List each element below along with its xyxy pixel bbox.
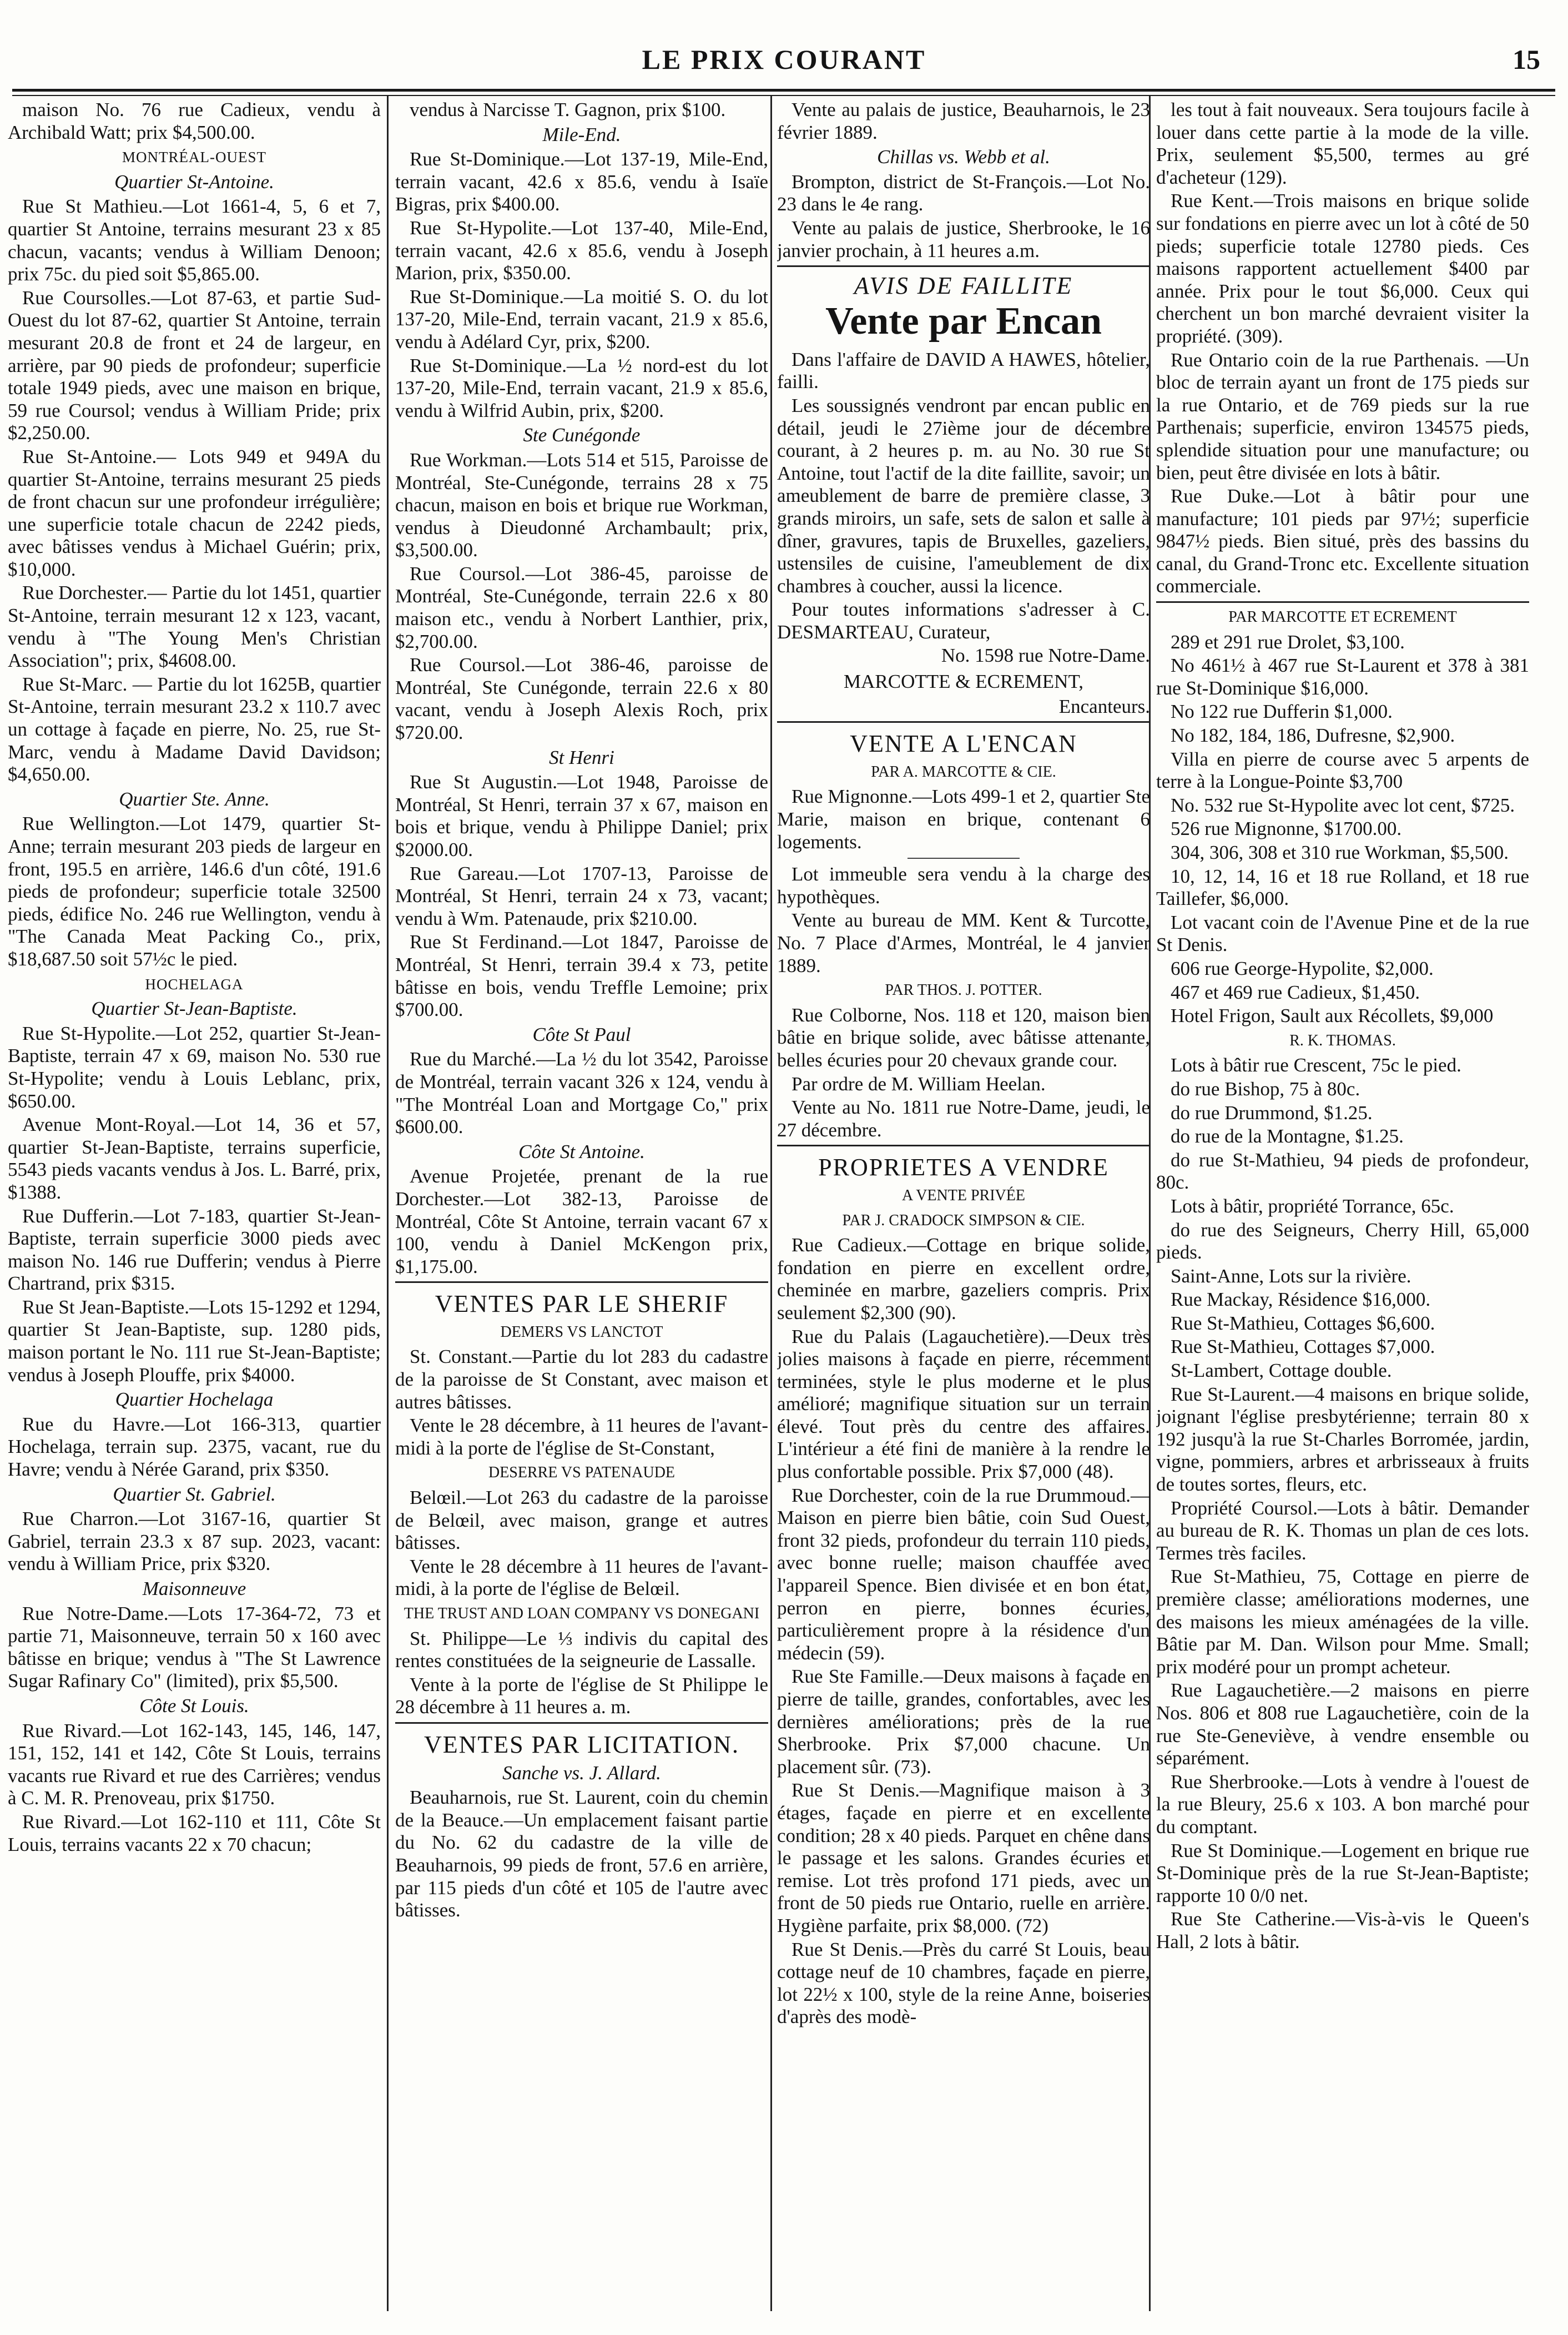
paragraph: St-Lambert, Cottage double. xyxy=(1171,1360,1392,1382)
column-4 xyxy=(1156,99,1529,2314)
paragraph: St. Philippe—Le ⅓ indivis du capital des rentes constituées de la seigneurie de Lassalle. xyxy=(395,1627,768,1672)
section-title: VENTES PAR LE SHERIF xyxy=(435,1290,729,1318)
district-heading: Côte St Antoine. xyxy=(518,1140,645,1163)
paragraph: Rue Gareau.—Lot 1707-13, Paroisse de Montréal, St Henri, terrain 24 x 73, vacant; vendu à Wm. Patenaude, prix $210.00. xyxy=(395,862,768,929)
paragraph: Vente le 28 décembre, à 11 heures de l'avant-midi à la porte de l'église de St-Constant, xyxy=(395,1415,768,1459)
paragraph: Dans l'affaire de DAVID A HAWES, hôtelier, failli. xyxy=(777,348,1150,393)
paragraph: Rue du Palais (Lagauchetière).—Deux très jolies maisons à façade en pierre, récemment terminées, style le plus moderne et le plus amélioré; magnifique situation sur un terrain élevé. Tout près du centre des affaires. L'intérieur a été fini de manière à la rendre le plus confortable possible. Prix $7,000 (48). xyxy=(777,1325,1150,1483)
paragraph: Rue St-Hypolite.—Lot 137-40, Mile-End, terrain vacant, 42.6 x 85.6, vendu à Joseph Marion, prix, $350.00. xyxy=(395,217,768,284)
paragraph: Beauharnois, rue St. Laurent, coin du chemin de la Beauce.—Un emplacement faisant partie du No. 62 du cadastre de la ville de Beauharnois, 99 pieds de front, 57.6 en arrière, par 115 pieds d'un côté et 105 de l'autre avec bâtisses. xyxy=(395,1787,768,1921)
paragraph: les tout à fait nouveaux. Sera toujours facile à louer dans cette partie à la mode de la ville. Prix, seulement $5,500, termes au gré d'acheteur (129). xyxy=(1156,99,1529,188)
paragraph: Rue St Denis.—Près du carré St Louis, beau cottage neuf de 10 chambres, façade en pierre, lot 22½ x 100, style de la reine Anne, boiseries d'après des modè- xyxy=(777,1938,1150,2028)
paragraph: Rue St-Dominique.—La ½ nord-est du lot 137-20, Mile-End, terrain vacant, 21.9 x 85.6, vendu à Wilfrid Aubin, prix, $200. xyxy=(395,354,768,421)
district-heading: Ste Cunégonde xyxy=(523,424,641,446)
paragraph: Vente au palais de justice, Beauharnois, le 23 février 1889. xyxy=(777,99,1150,143)
signature-line: MARCOTTE & ECREMENT, xyxy=(844,671,1083,693)
paragraph: Rue St Jean-Baptiste.—Lots 15-1292 et 1294, quartier St Jean-Baptiste, sup. 1280 pids, maison portant le No. 111 rue St-Jean-Baptiste; vendus à Joseph Plouffe, prix $4000. xyxy=(8,1296,381,1386)
paragraph: do rue Bishop, 75 à 80c. xyxy=(1171,1078,1360,1100)
page-title: LE PRIX COURANT xyxy=(642,44,926,75)
paragraph: 10, 12, 14, 16 et 18 rue Rolland, et 18 rue Taillefer, $6,000. xyxy=(1156,865,1529,910)
district-heading: Chillas vs. Webb et al. xyxy=(877,146,1050,168)
paragraph: Rue Mackay, Résidence $16,000. xyxy=(1171,1289,1431,1311)
paragraph: Rue du Marché.—La ½ du lot 3542, Paroisse de Montréal, terrain vacant 326 x 124, vendu à "The Montréal Loan and Mortgage Co," prix $600.00. xyxy=(395,1048,768,1138)
paragraph: No 461½ à 467 rue St-Laurent et 378 à 381 rue St-Dominique $16,000. xyxy=(1156,655,1529,699)
paragraph: 289 et 291 rue Drolet, $3,100. xyxy=(1171,631,1405,653)
paragraph: Vente à la porte de l'église de St Philippe le 28 décembre à 11 heures a. m. xyxy=(395,1673,768,1718)
paragraph: Avenue Projetée, prenant de la rue Dorchester.—Lot 382-13, Paroisse de Montréal, Côte St Antoine, terrain vacant 67 x 100, vendu à Daniel McKengon prix, $1,175.00. xyxy=(395,1165,768,1277)
district-heading: Quartier St-Antoine. xyxy=(114,170,274,193)
paragraph: Rue St-Mathieu, Cottages $6,600. xyxy=(1171,1312,1435,1334)
sub-heading: PAR THOS. J. POTTER. xyxy=(885,982,1042,999)
paragraph: Vente au palais de justice, Sherbrooke, le 16 janvier prochain, à 11 heures a.m. xyxy=(777,217,1150,261)
page-number: 15 xyxy=(1512,44,1540,75)
paragraph: Rue St-Antoine.— Lots 949 et 949A du quartier St-Antoine, terrains mesurant 25 pieds de front chacun sur une profondeur irrégulière; une superficie totale chacun de 2242 pieds, avec bâtisses vendus à Michael Guérin; prix, $10,000. xyxy=(8,445,381,580)
column-1 xyxy=(8,99,381,2314)
paragraph: Rue St-Dominique.—La moitié S. O. du lot 137-20, Mile-End, terrain vacant, 21.9 x 85.6, vendu à Adélard Cyr, prix, $200. xyxy=(395,285,768,353)
paragraph: Rue Coursol.—Lot 386-46, paroisse de Montréal, Ste Cunégonde, terrain 22.6 x 80 vacant, vendu à Joseph Alexis Roch, prix $720.00. xyxy=(395,654,768,744)
paragraph: St. Constant.—Partie du lot 283 du cadastre de la paroisse de St Constant, avec maison et autres bâtisses. xyxy=(395,1346,768,1413)
paragraph: Lot immeuble sera vendu à la charge des hypothèques. xyxy=(777,863,1150,908)
paragraph: Rue Workman.—Lots 514 et 515, Paroisse de Montréal, Ste-Cunégonde, terrains 28 x 75 chacun, maison en bois et brique rue Workman, vendus à Dieudonné Archambault; prix, $3,500.00. xyxy=(395,449,768,561)
paragraph: 606 rue George-Hypolite, $2,000. xyxy=(1171,957,1434,979)
paragraph: Hotel Frigon, Sault aux Récollets, $9,000 xyxy=(1171,1005,1494,1027)
paragraph: No. 532 rue St-Hypolite avec lot cent, $725. xyxy=(1171,794,1515,816)
district-heading: Mile-End. xyxy=(542,123,621,145)
paragraph: No 122 rue Dufferin $1,000. xyxy=(1171,701,1393,723)
district-heading: Quartier Hochelaga xyxy=(115,1388,274,1411)
paragraph: Rue Mignonne.—Lots 499-1 et 2, quartier Ste Marie, maison en brique, contenant 6 logements. xyxy=(777,786,1150,853)
paragraph: Rue Coursolles.—Lot 87-63, et partie Sud-Ouest du lot 87-62, quartier St Antoine, terrain mesurant 20.8 de front et 24 de largeur, en arrière, par 90 pieds de profondeur; superficie totale 1949 pieds, avec une maison en brique, 59 rue Coursol; vendus à William Pride; prix $2,250.00. xyxy=(8,286,381,444)
paragraph: Avenue Mont-Royal.—Lot 14, 36 et 57, quartier St-Jean-Baptiste, terrains superficie, 5543 pieds vacants vendus à Jos. L. Barré, prix, $1388. xyxy=(8,1114,381,1203)
district-heading: Côte St Louis. xyxy=(139,1694,249,1717)
paragraph: Rue Dorchester.— Partie du lot 1451, quartier St-Antoine, terrain mesurant 12 x 123, vacant, vendu à "The Young Men's Christian Association"; prix, $4608.00. xyxy=(8,582,381,672)
paragraph: do rue Drummond, $1.25. xyxy=(1171,1101,1373,1124)
paragraph: Rue Sherbrooke.—Lots à vendre à l'ouest de la rue Bleury, 25.6 x 103. A bon marché pour du comptant. xyxy=(1156,1770,1529,1838)
paragraph: Par ordre de M. William Heelan. xyxy=(791,1073,1046,1095)
header-rule xyxy=(12,89,1555,92)
paragraph: Rue Coursol.—Lot 386-45, paroisse de Montréal, Ste-Cunégonde, terrain 22.6 x 80 maison etc., vendu à Norbert Lanthier, prix, $2,700.00. xyxy=(395,562,768,652)
separator-rule xyxy=(777,265,1150,267)
column-2 xyxy=(395,99,768,2314)
header-rule-thin xyxy=(12,95,1555,96)
district-heading: Maisonneuve xyxy=(142,1578,246,1599)
paragraph: Rue Wellington.—Lot 1479, quartier St-Anne; terrain mesurant 203 pieds de largeur en front, 195.5 en arrière, 146.6 d'un côté, 191.6 pieds de profondeur; superficie totale 32500 pieds, édifice No. 246 rue Wellington, vendu à "The Canada Meat Packing Co., prix, $18,687.50 soit 57½c le pied. xyxy=(8,813,381,970)
district-heading: St Henri xyxy=(549,746,614,768)
signature-line: No. 1598 rue Notre-Dame. xyxy=(941,645,1150,667)
paragraph: 526 rue Mignonne, $1700.00. xyxy=(1171,818,1402,840)
section-title: VENTE A L'ENCAN xyxy=(850,730,1077,758)
separator-rule xyxy=(777,721,1150,723)
paragraph: Rue Rivard.—Lot 162-143, 145, 146, 147, 151, 152, 141 et 142, Côte St Louis, terrains vacants rue Rivard et rue des Carrières; vendus à C. M. R. Prenoveau, prix $1750. xyxy=(8,1719,381,1809)
paragraph: Brompton, district de St-François.—Lot No. 23 dans le 4e rang. xyxy=(777,170,1150,215)
paragraph: Pour toutes informations s'adresser à C. DESMARTEAU, Curateur, xyxy=(777,598,1150,643)
paragraph: Rue St-Mathieu, Cottages $7,000. xyxy=(1171,1336,1435,1358)
paragraph: Rue Charron.—Lot 3167-16, quartier St Gabriel, terrain 23.3 x 87 sup. 2023, vacant: vendu à William Price, prix $320. xyxy=(8,1508,381,1575)
paragraph: Rue St Dominique.—Logement en brique rue St-Dominique près de la rue St-Jean-Baptiste; rapporte 10 0/0 net. xyxy=(1156,1839,1529,1906)
section-heading: HOCHELAGA xyxy=(145,975,244,993)
paragraph: Rue Ste Catherine.—Vis-à-vis le Queen's Hall, 2 lots à bâtir. xyxy=(1156,1908,1529,1952)
paragraph: maison No. 76 rue Cadieux, vendu à Archibald Watt; prix $4,500.00. xyxy=(8,99,381,143)
column-divider xyxy=(387,96,389,2311)
notice-title: AVIS DE FAILLITE xyxy=(854,272,1073,300)
paragraph: Rue Cadieux.—Cottage en brique solide, fondation en pierre en excellent ordre, cheminée en marbre, gazeliers compris. Prix seulement $2,300 (90). xyxy=(777,1234,1150,1323)
paragraph: Villa en pierre de course avec 5 arpents de terre à la Longue-Pointe $3,700 xyxy=(1156,748,1529,793)
separator-rule xyxy=(395,1722,768,1724)
paragraph: Rue Dorchester, coin de la rue Drummoud.—Maison en pierre bien bâtie, coin Sud Ouest, front 32 pieds, profondeur du terrain 110 pieds, avec bonne ruelle; maison chauffée avec l'appareil Spence. Bien divisée et en bon état, perron en pierre, bonnes écuries, particulièrement propre à la résidence d'un médecin (59). xyxy=(777,1484,1150,1664)
paragraph: No 182, 184, 186, Dufresne, $2,900. xyxy=(1171,724,1455,747)
paragraph: Rue St-Dominique.—Lot 137-19, Mile-End, terrain vacant, 42.6 x 85.6, vendu à Isaïe Bigras, prix $400.00. xyxy=(395,148,768,215)
paragraph: Lots à bâtir rue Crescent, 75c le pied. xyxy=(1171,1054,1461,1076)
sub-heading: DEMERS VS LANCTOT xyxy=(500,1323,663,1341)
paragraph: Vente le 28 décembre à 11 heures de l'avant-midi, à la porte de l'église de Belœil. xyxy=(395,1555,768,1600)
district-heading: Quartier St. Gabriel. xyxy=(113,1483,276,1505)
paragraph: Rue Ontario coin de la rue Parthenais. —Un bloc de terrain ayant un front de 175 pieds sur la rue Ontario, et de 769 pieds sur la rue Parthenais; superficie, environ 134575 pieds, splendide situation pour une manufacture; ou bien, peut être divisée en lots à bâtir. xyxy=(1156,349,1529,484)
sub-heading: PAR A. MARCOTTE & CIE. xyxy=(871,763,1056,781)
paragraph: Belœil.—Lot 263 du cadastre de la paroisse de Belœil, avec maison, grange et autres bâtisses. xyxy=(395,1487,768,1554)
paragraph: Rue Colborne, Nos. 118 et 120, maison bien bâtie en brique solide, avec bâtisse attenante, belles écuries pour 20 chevaux grande cour. xyxy=(777,1004,1150,1071)
paragraph: 304, 306, 308 et 310 rue Workman, $5,500. xyxy=(1171,842,1509,863)
paragraph: Rue Lagauchetière.—2 maisons en pierre Nos. 806 et 808 rue Lagauchetière, coin de la rue Ste-Geneviève, à vendre ensemble ou séparément. xyxy=(1156,1679,1529,1769)
paragraph: Vente au No. 1811 rue Notre-Dame, jeudi, le 27 décembre. xyxy=(777,1096,1150,1141)
paragraph: Vente au bureau de MM. Kent & Turcotte, No. 7 Place d'Armes, Montréal, le 4 janvier 1889. xyxy=(777,909,1150,977)
page-header xyxy=(17,43,1551,88)
paragraph: vendus à Narcisse T. Gagnon, prix $100. xyxy=(410,99,726,120)
paragraph: 467 et 469 rue Cadieux, $1,450. xyxy=(1171,981,1420,1003)
paragraph: do rue de la Montagne, $1.25. xyxy=(1171,1125,1404,1148)
paragraph: Les soussignés vendront par encan public en détail, jeudi le 27ième jour de décembre courant, à 2 heures p. m. au No. 30 rue St Antoine, tout l'actif de la dite faillite, savoir; un ameublement de barre de première classe, 3 grands miroirs, un safe, sets de salon et salle à dîner, gravures, tapis de Bruxelles, gazeliers, ustensiles de cuisine, l'ameublement de dix chambres à coucher, aussi la licence. xyxy=(777,394,1150,597)
column-3 xyxy=(777,99,1150,2314)
sub-heading: R. K. THOMAS. xyxy=(1289,1031,1396,1049)
paragraph: Propriété Coursol.—Lots à bâtir. Demander au bureau de R. K. Thomas un plan de ces lots. Termes très faciles. xyxy=(1156,1497,1529,1564)
paragraph: Rue St Ferdinand.—Lot 1847, Paroisse de Montréal, St Henri, terrain 39.4 x 73, petite bâtisse en bois, vendu Treffle Lemoine; prix $700.00. xyxy=(395,931,768,1021)
section-heading: MONTRÉAL-OUEST xyxy=(122,149,266,166)
signature-line: Encanteurs. xyxy=(1058,695,1150,717)
column-divider xyxy=(770,96,772,2311)
sub-heading: PAR MARCOTTE ET ECREMENT xyxy=(1228,608,1457,626)
paragraph: Rue Ste Famille.—Deux maisons à façade en pierre de taille, grandes, confortables, avec les dernières améliorations; près de la rue Sherbrooke. Prix $7,000 chacune. Un placement sûr. (73). xyxy=(777,1665,1150,1778)
paragraph: Rue Notre-Dame.—Lots 17-364-72, 73 et partie 71, Maisonneuve, terrain 50 x 160 avec bâtisse en brique; vendus à "The St Lawrence Sugar Rafinary Co" (limited), prix $5,500. xyxy=(8,1602,381,1692)
separator-rule xyxy=(395,1281,768,1283)
sub-heading: PAR J. CRADOCK SIMPSON & CIE. xyxy=(842,1211,1085,1229)
sub-heading: DESERRE VS PATENAUDE xyxy=(488,1464,675,1482)
sub-heading: THE TRUST AND LOAN COMPANY VS DONEGANI xyxy=(404,1605,760,1622)
auction-headline: Vente par Encan xyxy=(825,299,1102,343)
section-title: VENTES PAR LICITATION. xyxy=(423,1730,740,1758)
paragraph: Rue St-Hypolite.—Lot 252, quartier St-Jean-Baptiste, terrain 47 x 69, maison No. 530 rue St-Hypolite; vendu à Louis Leblanc, prix, $650.00. xyxy=(8,1022,381,1112)
district-heading: Quartier Ste. Anne. xyxy=(119,788,270,810)
paragraph: Rue St-Marc. — Partie du lot 1625B, quartier St-Antoine, terrain mesurant 23.2 x 110.7 avec un cottage à façade en pierre, No. 25, rue St-Marc, vendu à Madame David Davidson; $4,650.00. xyxy=(8,673,381,786)
section-title: PROPRIETES A VENDRE xyxy=(818,1154,1109,1181)
paragraph: Lots à bâtir, propriété Torrance, 65c. xyxy=(1171,1195,1454,1217)
paragraph: Rue St Augustin.—Lot 1948, Paroisse de Montréal, St Henri, terrain 37 x 67, maison en bois et brique, vendu à Philippe Daniel; prix $2000.00. xyxy=(395,771,768,860)
separator-rule xyxy=(777,1145,1150,1146)
paragraph: do rue des Seigneurs, Cherry Hill, 65,000 pieds. xyxy=(1156,1219,1529,1264)
district-heading: Quartier St-Jean-Baptiste. xyxy=(91,998,298,1020)
paragraph: Rue St Denis.—Magnifique maison à 3 étages, façade en pierre et en excellente condition; 28 x 40 pieds. Parquet en chêne dans le passage et les salons. Grandes écuries et remise. Lot très profond 171 pieds, avec un front de 50 pieds rue Ontario, ruelle en arrière. Hygiène parfaite, prix $8,000. (72) xyxy=(777,1779,1150,1936)
paragraph: Rue St Mathieu.—Lot 1661-4, 5, 6 et 7, quartier St Antoine, terrains mesurant 23 x 85 chacun, vacants; vendus à William Denoon; prix 75c. du pied soit $5,865.00. xyxy=(8,195,381,285)
paragraph: Rue Rivard.—Lot 162-110 et 111, Côte St Louis, terrains vacants 22 x 70 chacun; xyxy=(8,1810,381,1855)
district-heading: Côte St Paul xyxy=(532,1023,631,1045)
separator-rule xyxy=(1156,601,1529,603)
paragraph: Rue Dufferin.—Lot 7-183, quartier St-Jean-Baptiste, terrain superficie 3000 pieds avec maison No. 146 rue Dufferin; vendus à Pierre Chartrand, prix $315. xyxy=(8,1205,381,1295)
paragraph: Rue St-Laurent.—4 maisons en brique solide, joignant l'église presbytérienne; terrain 80 x 192 jusqu'à la rue St-Charles Borromée, jardin, vigne, pommiers, arbres et arbrisseaux à fruits de toutes sortes, fleurs, etc. xyxy=(1156,1383,1529,1496)
district-heading: Sanche vs. J. Allard. xyxy=(502,1762,661,1784)
paragraph: Rue du Havre.—Lot 166-313, quartier Hochelaga, terrain sup. 2375, vacant, rue du Havre; vendu à Nérée Garand, prix $350. xyxy=(8,1413,381,1481)
paragraph: Lot vacant coin de l'Avenue Pine et de la rue St Denis. xyxy=(1156,911,1529,956)
sub-heading: A VENTE PRIVÉE xyxy=(902,1186,1025,1204)
paragraph: do rue St-Mathieu, 94 pieds de profondeur, 80c. xyxy=(1156,1149,1529,1194)
paragraph: Saint-Anne, Lots sur la rivière. xyxy=(1171,1265,1411,1287)
separator-rule xyxy=(907,858,1020,859)
paragraph: Rue Duke.—Lot à bâtir pour une manufacture; 101 pieds par 97½; superficie 9847½ pieds. Bien situé, près des bassins du canal, du Grand-Tronc etc. Excellente situation commerciale. xyxy=(1156,485,1529,597)
paragraph: Rue Kent.—Trois maisons en brique solide sur fondations en pierre avec un lot à côté de 50 pieds; superficie totale 12780 pieds. Ces maisons rapportent actuellement $400 par année. Prix pour le tout $6,000. Ceux qui cherchent un bon marché devraient visiter la propriété. (309). xyxy=(1156,190,1529,347)
paragraph: Rue St-Mathieu, 75, Cottage en pierre de première classe; améliorations modernes, une des maisons les mieux aménagées de la ville. Bâtie par M. Dan. Wilson pour Mme. Small; prix modéré pour un prompt acheteur. xyxy=(1156,1566,1529,1678)
